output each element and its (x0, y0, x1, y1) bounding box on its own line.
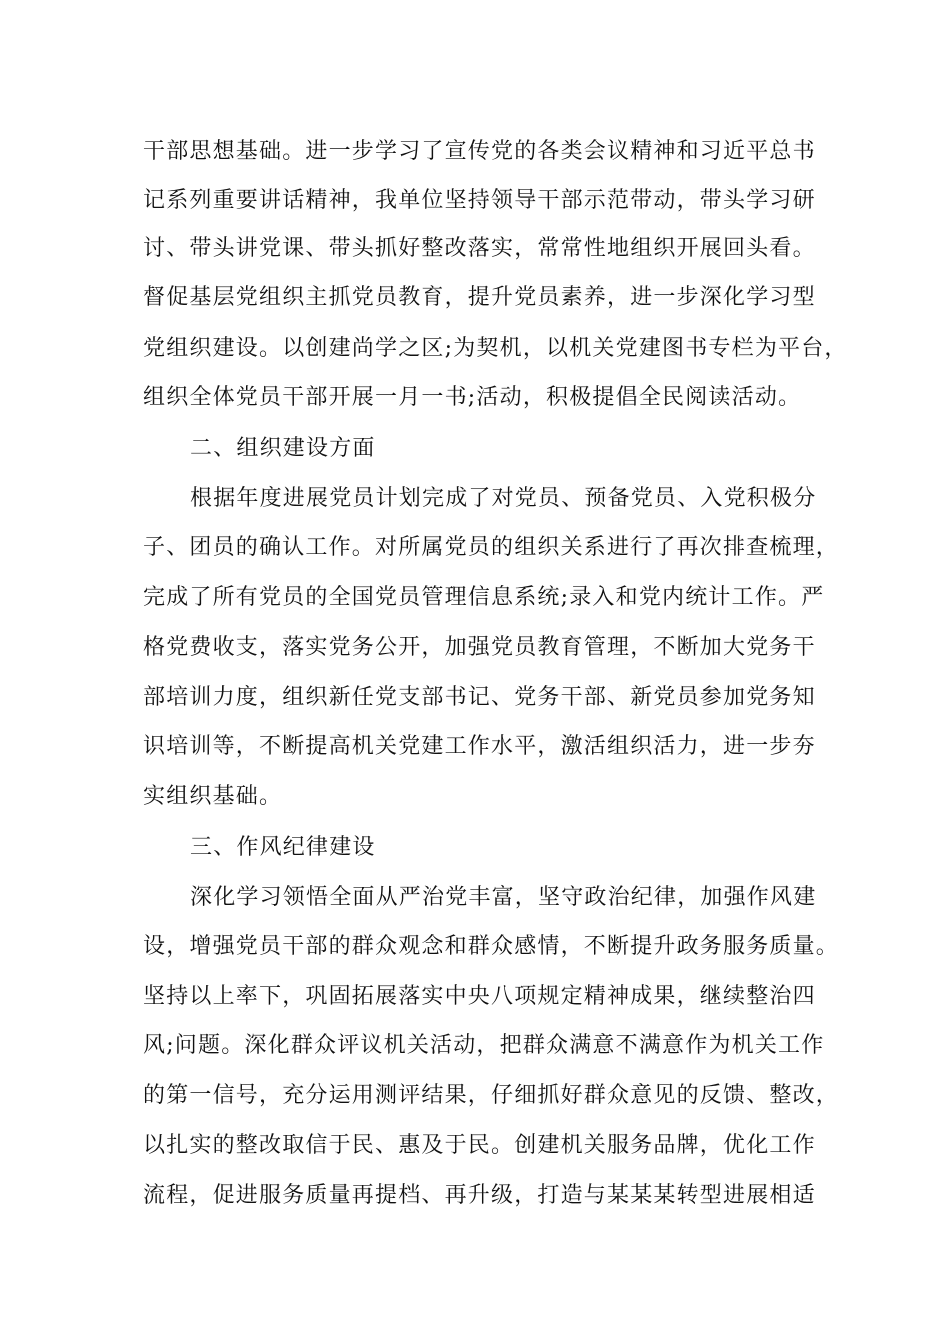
body-text-line: 党组织建设。以创建尚学之区;为契机，以机关党建图书专栏为平台， (143, 336, 848, 361)
body-text-line: 识培训等，不断提高机关党建工作水平，激活组织活力，进一步夯 (143, 734, 816, 759)
body-text-line: 深化学习领悟全面从严治党丰富，坚守政治纪律，加强作风建 (190, 885, 817, 910)
body-text-line: 实组织基础。 (143, 784, 283, 809)
body-text-line: 以扎实的整改取信于民、惠及于民。创建机关服务品牌，优化工作 (143, 1133, 816, 1158)
body-text-line: 干部思想基础。进一步学习了宣传党的各类会议精神和习近平总书 (143, 139, 816, 164)
section-heading: 三、作风纪律建设 (190, 835, 376, 860)
body-text-line: 完成了所有党员的全国党员管理信息系统;录入和党内统计工作。严 (143, 585, 825, 610)
body-text-line: 组织全体党员干部开展一月一书;活动，积极提倡全民阅读活动。 (143, 385, 802, 410)
body-text-line: 格党费收支，落实党务公开，加强党员教育管理，不断加大党务干 (143, 635, 816, 660)
body-text-line: 坚持以上率下，巩固拓展落实中央八项规定精神成果，继续整治四 (143, 984, 816, 1009)
body-text-line: 风;问题。深化群众评议机关活动，把群众满意不满意作为机关工作 (143, 1033, 825, 1058)
body-text-line: 流程，促进服务质量再提档、再升级，打造与某某某转型进展相适 (143, 1183, 816, 1208)
body-text-line: 记系列重要讲话精神，我单位坚持领导干部示范带动，带头学习研 (143, 188, 816, 213)
body-text-line: 根据年度进展党员计划完成了对党员、预备党员、入党积极分 (190, 486, 817, 511)
section-heading: 二、组织建设方面 (190, 436, 376, 461)
body-text-line: 设，增强党员干部的群众观念和群众感情，不断提升政务服务质量。 (143, 934, 840, 959)
body-text-line: 的第一信号，充分运用测评结果，仔细抓好群众意见的反馈、整改， (143, 1083, 840, 1108)
body-text-line: 督促基层党组织主抓党员教育，提升党员素养，进一步深化学习型 (143, 285, 816, 310)
body-text-line: 子、团员的确认工作。对所属党员的组织关系进行了再次排查梳理， (143, 535, 840, 560)
body-text-line: 讨、带头讲党课、带头抓好整改落实，常常性地组织开展回头看。 (143, 236, 816, 261)
body-text-line: 部培训力度，组织新任党支部书记、党务干部、新党员参加党务知 (143, 685, 816, 710)
